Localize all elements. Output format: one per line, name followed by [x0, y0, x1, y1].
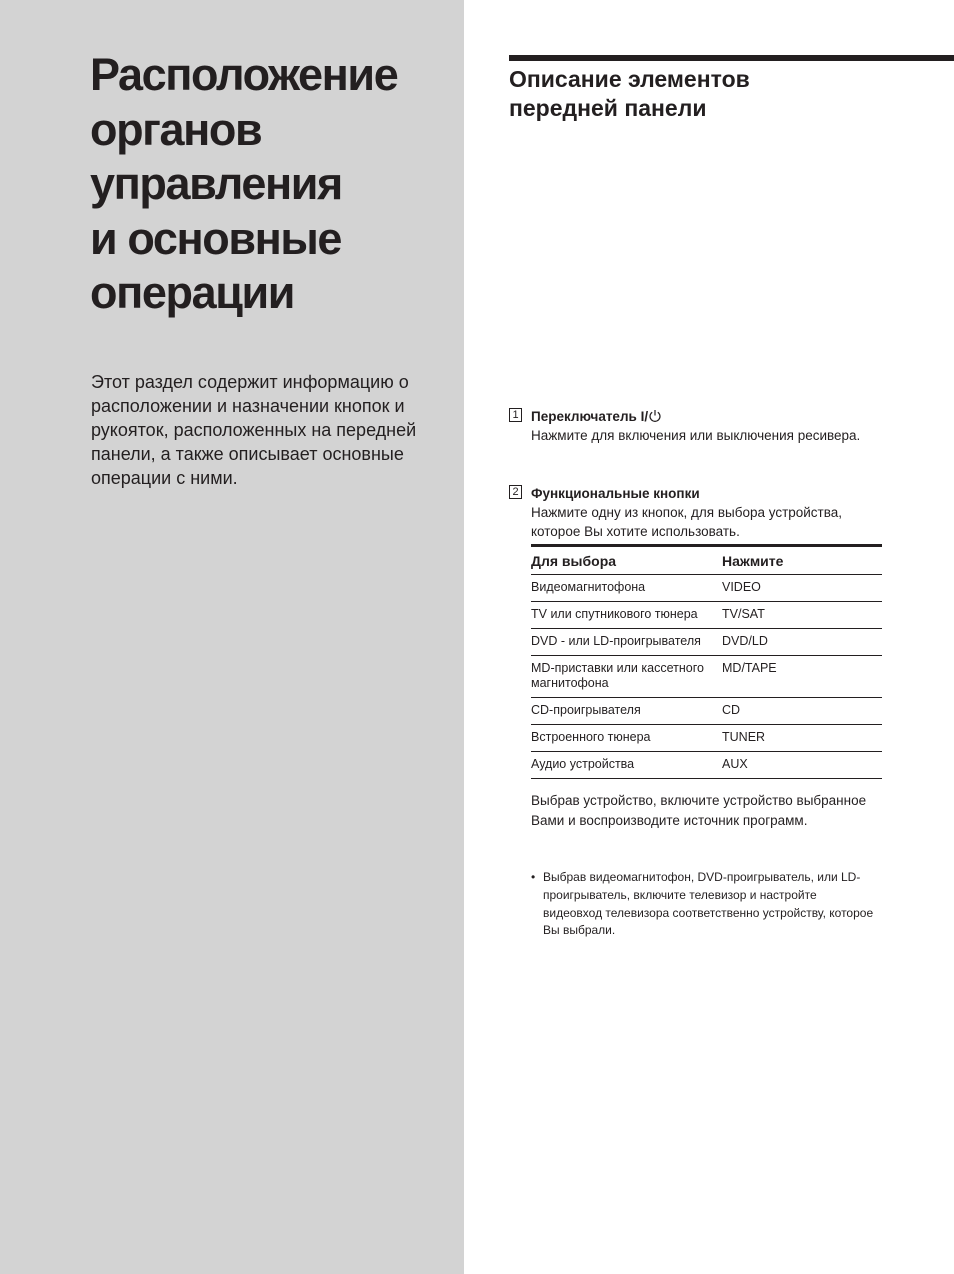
table-cell-button: MD/TAPE [722, 656, 882, 698]
item-title [531, 407, 889, 426]
table-cell-button: TV/SAT [722, 602, 882, 629]
note-bullet: • [531, 870, 536, 884]
chapter-title [90, 48, 460, 321]
table-row [531, 602, 882, 629]
chapter-intro: Этот раздел содержит информацию о расположении и назначении кнопок и рукояток, расположенных на передней панели, а также описывает основные операции с ними. [91, 372, 417, 488]
table-row [531, 656, 882, 698]
section-heading-line: Описание элементов [509, 66, 750, 92]
note [531, 869, 876, 940]
table-header-cell: Для выбора [531, 546, 722, 575]
item-title-text: Переключатель I/ [531, 409, 649, 424]
table-header-cell: Нажмите [722, 546, 882, 575]
table-cell-button: TUNER [722, 725, 882, 752]
table-row [531, 698, 882, 725]
chapter-title-line: органов [90, 103, 262, 155]
table-cell-device: CD-проигрывателя [531, 698, 722, 725]
chapter-title-line: операции [90, 267, 295, 318]
function-table [531, 544, 882, 779]
chapter-title-line: Расположение [90, 49, 398, 100]
table-cell-device: Аудио устройства [531, 752, 722, 779]
section-heading-line: передней панели [509, 95, 707, 121]
left-gray-panel [0, 0, 464, 1274]
item-description: Нажмите одну из кнопок, для выбора устройства, которое Вы хотите использовать. [531, 505, 843, 539]
item-number: 2 [509, 485, 522, 499]
function-table-grid [531, 544, 882, 779]
table-cell-button: DVD/LD [722, 629, 882, 656]
chapter-title-line: управления [90, 158, 342, 209]
table-cell-device: Встроенного тюнера [531, 725, 722, 752]
item-title: Функциональные кнопки [531, 486, 700, 501]
item-function-buttons [509, 484, 889, 541]
table-row [531, 752, 882, 779]
table-cell-device: DVD - или LD-проигрывателя [531, 629, 722, 656]
table-row [531, 725, 882, 752]
chapter-title-line: и основные [90, 212, 342, 264]
item-power-switch [509, 407, 889, 445]
section-top-rule [509, 55, 954, 61]
power-icon [648, 409, 662, 423]
note-text: Выбрав видеомагнитофон, DVD-проигрыватель, или LD-проигрыватель, включите телевизор и настройте видеовход телевизора соответственно устройству, которое Вы выбрали. [543, 870, 874, 938]
table-header-row [531, 546, 882, 575]
table-row [531, 629, 882, 656]
item-description: Нажмите для включения или выключения ресивера. [531, 428, 861, 443]
table-cell-button: VIDEO [722, 575, 882, 602]
table-cell-button: AUX [722, 752, 882, 779]
table-cell-device: MD-приставки или кассетного магнитофона [531, 656, 722, 698]
table-cell-button: CD [722, 698, 882, 725]
item-number: 1 [509, 408, 522, 422]
table-cell-device: TV или спутникового тюнера [531, 602, 722, 629]
after-table-text: Выбрав устройство, включите устройство выбранное Вами и воспроизводите источник программ. [531, 793, 867, 828]
section-heading [509, 65, 929, 123]
table-row [531, 575, 882, 602]
table-cell-device: Видеомагнитофона [531, 575, 722, 602]
